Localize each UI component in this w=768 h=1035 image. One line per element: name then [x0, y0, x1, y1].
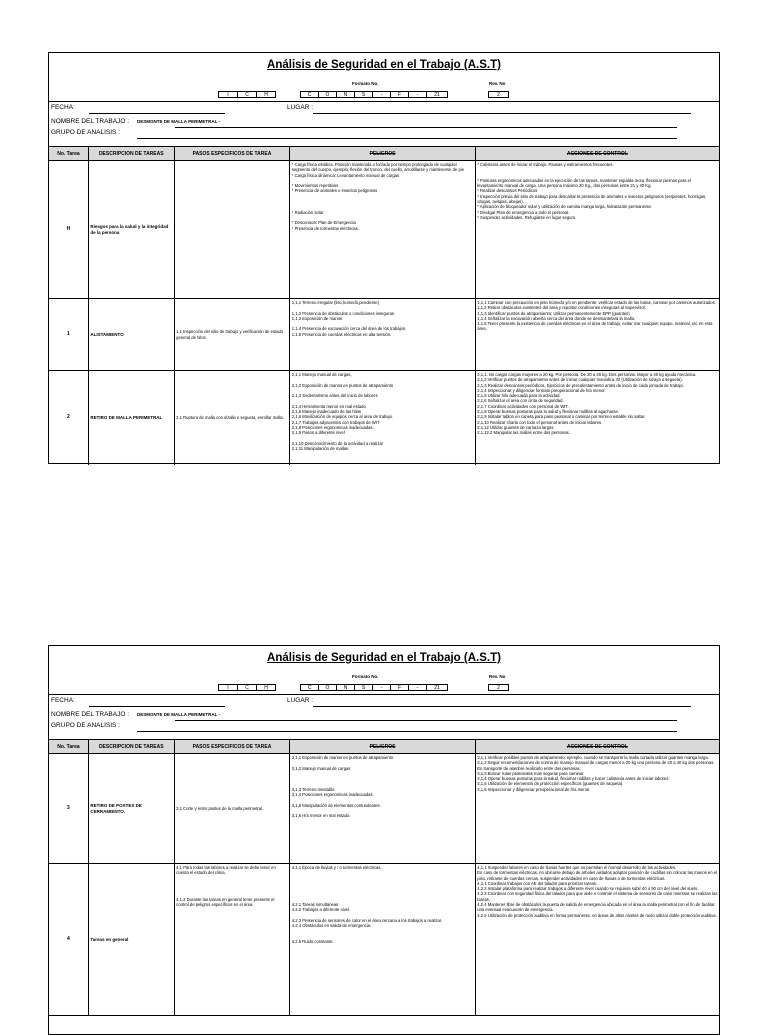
code-cell: C — [237, 684, 257, 691]
code-cell: S — [354, 91, 373, 98]
nombre-value: DESMONTE DE MALLA PERIMETRAL - — [137, 119, 221, 124]
table-row — [49, 299, 719, 371]
code-cell: C — [300, 684, 319, 691]
header-cell: DESCRIPCION DE TAREAS — [89, 740, 175, 753]
task-description: Tareas en general — [89, 864, 175, 1015]
task-description: RETIRO DE MALLA PERIMETRAL — [89, 371, 175, 465]
task-hazards: 3,1,1 Exposición de manos en puntos de atrapamiento 3,1,2 Manejo manual de cargas 3,1,3 Terreno Inestable. 3,1,4 Posiciones ergonomicas inadecuadas. 3,1,5 Manipulación de elementos contundentes. 3,1,6 H/a menor en mal estado. — [290, 754, 475, 863]
code-cell: N — [336, 684, 355, 691]
code-group-2 — [301, 91, 448, 98]
table-header — [49, 739, 719, 754]
header-cell: PELIGROS — [290, 740, 475, 753]
task-number: 4 — [49, 864, 89, 1015]
code-cell: - — [372, 91, 391, 98]
code-group-1 — [219, 91, 276, 98]
form-page-1 — [48, 52, 720, 464]
formato-label: Formato No. — [352, 674, 379, 679]
table-row — [49, 754, 719, 864]
header-cell: PASOS ESPECIFICOS DE TAREA — [175, 740, 291, 753]
code-cell: H — [256, 91, 276, 98]
task-number: 3 — [49, 754, 89, 863]
formato-label: Formato No. — [352, 81, 379, 86]
code-cell: O — [318, 684, 337, 691]
task-number: H — [49, 161, 89, 298]
rev-value: 2 — [488, 684, 509, 691]
task-controls: 3,1,1 Verificar posibles puntos de atrapamiento, ejemplo, cuando se transporte la malla cortada utilizar guantes manga larga. 3,1,2 Seguir recomendaciones de norma de manejo manual de cargas menor a 20 kg una persona de 20 a 40 kg dos personas. En transporte de alambre realizarlo entre dos personas. 3,1,3 Buscar rutas peatonales mas seguras para caminar. 3,1,4 Operar buenas posturas para la salud, flexionar rodillas y hacer calistenia antes de iniciar labores. 3,1,5 Utilización de elementos de protección específicos (guantes de vaqueta). 3,1,6 Inspeccionar y diligenciar preoperacional de h/a menor. — [477, 755, 715, 792]
task-steps — [175, 161, 291, 298]
code-cell: 21 — [426, 684, 448, 691]
code-cell: S — [354, 684, 373, 691]
task-steps: 1,1 Inspección del sitio de trabajo y verificación de estado general de hilos. — [175, 299, 291, 370]
nombre-value: DESMONTE DE MALLA PERIMETRAL - — [137, 712, 221, 717]
fecha-label: FECHA: — [51, 697, 75, 704]
code-cell: F — [390, 91, 409, 98]
grupo-label: GRUPO DE ANALISIS : — [51, 129, 120, 136]
header-cell: No. Tarea — [49, 740, 89, 753]
rev-label: Rev. No — [489, 674, 506, 679]
task-hazards: 2,1,1 Manejo manual de cargas, 2,1,2 Exposición de manos en puntos de atrapamiento 2,1,3 Sedentarismo antes del inicio de labores 2,1,4 Herramienta menor en mal estado 2,1,5 Manejo inadecuado de las hilas 2,1,6 Movilización de equipos cerca al area de trabajo. 2,1,7 Trabajos adyacentes con trabajos de WIT 2,1,8 Posiciones ergonomicas inadecuadas. 2,1,9 Pasos a diferente nivel 2,1,10 Desconocimiento de la actividad a realizar 2.1.11 Manipulación de mallas. — [290, 371, 475, 465]
task-hazards: * Carga física estática. Posición mantenida o forzada por tiempo prolongado de cualquier segmento del cuerpo, ejemplo, flexión del tronco, del cuello, arrodillarse y mantenerse de pie * Carga física dinámica: Levantamiento manual de cargas * Movimientos repetitivos * Presencia de animales e insectos peligrosos * Radiación solar * Desconocer Plan de Emergencia * Presencia de tormentas eléctricas. — [290, 161, 475, 298]
code-group-2 — [301, 684, 448, 691]
nombre-field — [51, 711, 220, 718]
task-controls: * Calistenia antes de iniciar el trabajo. Pausas y estiramientos frecuentes. * Posturas ergonómicas adecuadas en la ejecución de las tareas, mantener espalda recta, flexionar piernas para el levantamiento manual de carga. Una persona máximo 20 Kg., dos personas entre 21 y 40 Kg. * Realizar descansos Periódicos * Inspección previa del sitio de trabajo para descartar la presencia de animales e insectos peligrosos (serpientes, hormigas, orugas, avispas, abejas). * Aplicación de bloqueador solar y utilización de camisa manga larga, hidratación permanente. * Divulgar Plan de emergencia a todo el personal. * Suspender actividades. Refugiarse en lugar seguro. — [477, 162, 707, 220]
code-group-1 — [219, 684, 276, 691]
header-cell: ACCIONES DE CONTROL — [566, 743, 628, 750]
rev-box — [489, 684, 509, 691]
code-cell: - — [408, 684, 427, 691]
code-cell: F — [390, 684, 409, 691]
table-row — [49, 161, 719, 299]
code-cell: - — [372, 684, 391, 691]
task-description: ALISTAMIENTO — [89, 299, 175, 370]
code-cell: I — [218, 684, 238, 691]
code-cell: H — [256, 684, 276, 691]
task-hazards: 1,1,1 Terreno irregular (liso,humedo,pendiente) 1,1,2 Presencia de obstáculos o condiciones inseguras. 1,1,3 Exposición de manos 1.1.4 Presencia de excavación cerca del área de los trabajos. 1.1.5 Presencia de cuerdas eléctricas en alta tensión. — [290, 299, 475, 370]
task-steps: 3,1 Corte y retiro postes de la malla perimetral. — [175, 754, 291, 863]
lugar-label: LUGAR : — [287, 697, 314, 704]
task-number: 2 — [49, 371, 89, 465]
header-cell: PELIGROS — [290, 147, 475, 160]
form-title: Análisis de Seguridad en el Trabajo (A.S.T) — [267, 652, 501, 664]
code-cell: C — [300, 91, 319, 98]
code-cell: 21 — [426, 91, 448, 98]
lugar-label: LUGAR : — [287, 104, 314, 111]
table-header — [49, 146, 719, 161]
form-page-2 — [48, 645, 720, 1035]
code-cell: N — [336, 91, 355, 98]
code-cell: I — [218, 91, 238, 98]
grupo-label: GRUPO DE ANALISIS : — [51, 722, 120, 729]
header-cell: ACCIONES DE CONTROL — [566, 150, 628, 157]
task-description: Riesgos para la salud y la integridad de la persona — [89, 161, 175, 298]
header-cell: No. Tarea — [49, 147, 89, 160]
code-cell: - — [408, 91, 427, 98]
rev-value: 2 — [488, 91, 509, 98]
fecha-label: FECHA: — [51, 104, 75, 111]
header-cell: DESCRIPCION DE TAREAS — [89, 147, 175, 160]
form-title: Análisis de Seguridad en el Trabajo (A.S.T) — [267, 59, 501, 71]
task-steps: 2,1 Ruptura de malla con sizalla o segueta, enrollar malla. — [175, 371, 291, 465]
table-row — [49, 864, 719, 1016]
code-cell: C — [237, 91, 257, 98]
task-number: 1 — [49, 299, 89, 370]
nombre-field — [51, 118, 220, 125]
nombre-label: NOMBRE DEL TRABAJO : — [51, 118, 130, 125]
task-description: RETIRO DE POSTES DE CERRAMIENTO. — [89, 754, 175, 863]
table-row — [49, 371, 719, 465]
header-cell: PASOS ESPECIFICOS DE TAREA — [175, 147, 291, 160]
task-controls: 2,1,1. No cargar cargas mayores a 20 kg. Por persona. De 20 a 40 kg. Dos personas. Mayor a 40 kg ayuda mecánica. 2,1,2 Verificar puntos de atrapamiento antes de iniciar cualquier maniobra. El (Utilización de sizaya o segueta). 2,1,3 Realizar descansos periódicos, Ejercicios de precalentamiento antes de inicio de cada jornada de trabajo. 2,1,4 Inspeccionar y diligenciar formato preoperacional de h/a menor. 2,1,5 Utilizar hilo adecuada para la actividad. 2,1,6 Señalizar el area con cinta de seguridad. 2,1,7 Coordinar actividades con personal de WIT. 2,1,8 Operar buenas posturas para la salud y flexionar rodillas al agacharse. 2,1,9 Instalar tablon en caneta para paso peatonal o caminar por terreno estable sin saltar. 2,1,10 Realizar charla con todo el personal antes de iniciar labores. 2.1.12 Utilizar guantes de carnaza largos. 2.1.12.2 Manipular las mallas entre dos personas. — [477, 372, 697, 436]
task-hazards: 4,1,1 Época de lluvias y / o tormentas eléctricas. 4.2.1 Tareas simultáneas 4.2.2 Trabajos a diferente nivel. 4.2.3 Presencia de sensores de calor en el área cercana a los trabajos a realizar. 4.2.4 Obstáculos en salida de emergencia. 4.2.5 Ruido constante. — [290, 864, 475, 1015]
rev-box — [489, 91, 509, 98]
task-controls: 4,1,1 Suspender labores en caso de lluvias fuertes que no permitan el normal desarrollo de las actividades. En caso de tormentas eléctricas, no ubicarse debajo de árboles aislados adoptar posición de cuclillas sin colocar las manos en el piso, retirarse de cuerdas cercas. suspender actividades en caso de lluvias o de tormentas eléctricas. 4.2.1 Coordinar trabajos con AE del talador para priorizar tareas. 4.2.2 Instalar plataforma para realizar trabajos a diferente nivel cuando se requiera subir 40 o 50 cm del nivel del suelo. 4.2.3 Coordinar con seguridad física del talador para que aisle o controle el sistema de sensores de calor mientras se realizan las tareas. 4.2.4 Mantener libre de obstáculos la puerta de salida de emergencia ubicada en el área la malla perimetral con el fin de facilitar una eventual evacuación de emergencia. 4.2.5 Utilización de protección auditiva en forma permanente, en áreas de altos niveles de ruido utilizar doble protección auditiva. — [477, 865, 718, 918]
nombre-label: NOMBRE DEL TRABAJO : — [51, 711, 130, 718]
code-cell: O — [318, 91, 337, 98]
task-controls: 1,1,1 Caminar con precaución en piso húmedo y/o en pendiente; verificar estado de las botas, caminar por caminos autorizados. 1,1,2 Retirar obstáculos existentes del área y reportar condiciones inseguras al Supervisor. 1,1,3 Identificar puntos de atrapamiento; Utilizar permanentemente EPP (guantes) 1.1.4 Señalizar la excavación abierta cerca del área donde se desmantelará la malla. 1.1.5 Tener presente la existencia de cuerdas eléctricas en el área de trabajo, evitar izar cualquier equipo, material, etc en esta área. — [477, 300, 716, 332]
task-steps: 4.1 Para todas las labores a realizar se debe tener en cuenta el estado del clima. 4.1.2 Durante las tareas en general tener presente el control de peligros específicos en el área. — [175, 864, 291, 1015]
rev-label: Rev. No — [489, 81, 506, 86]
